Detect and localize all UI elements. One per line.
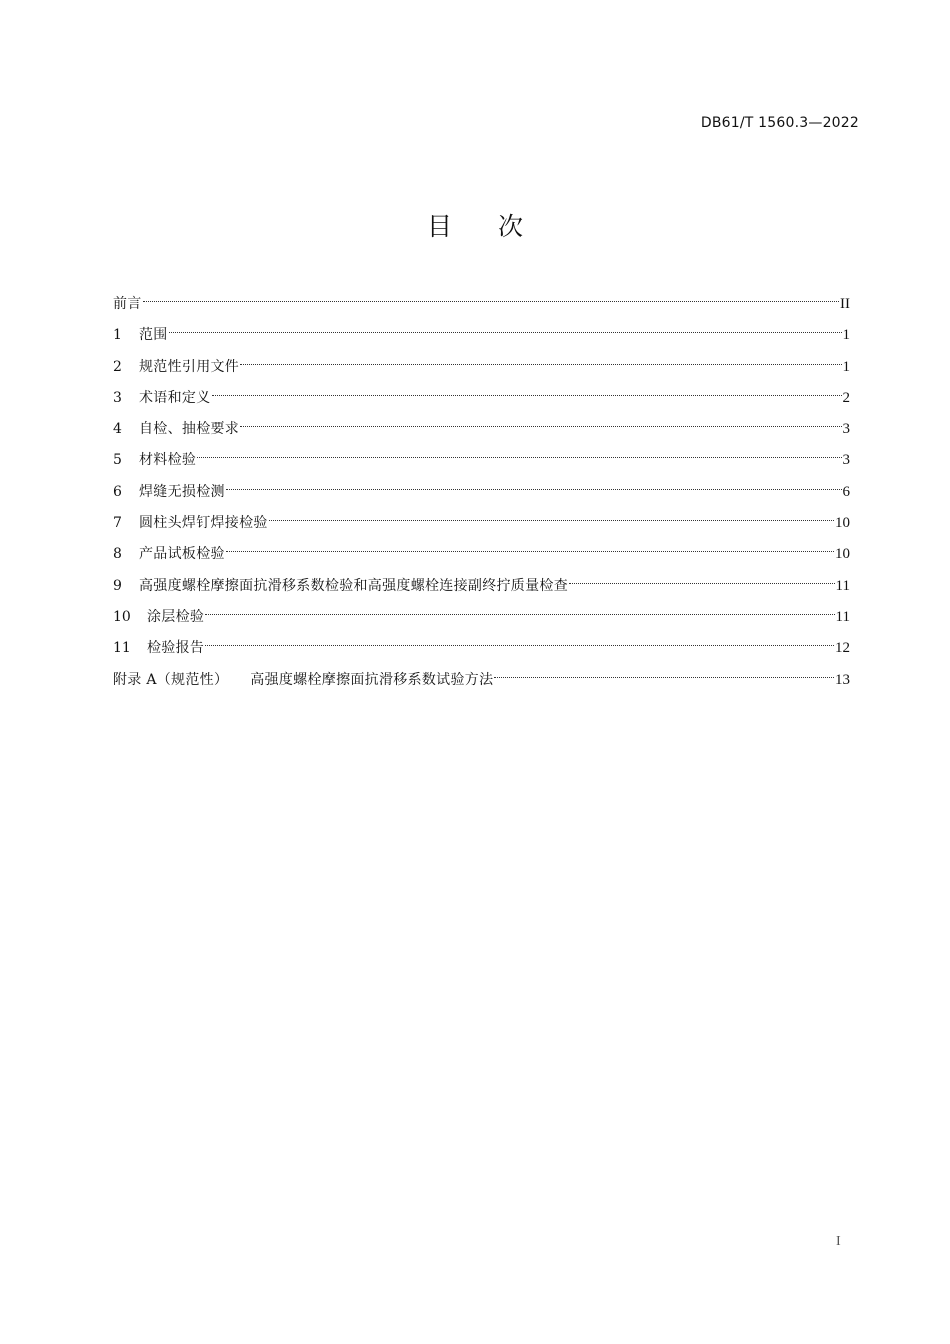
toc-entry-page: 1 xyxy=(842,327,850,344)
toc-entry-appendix-a[interactable] xyxy=(113,662,850,693)
toc-entry-6[interactable] xyxy=(113,474,850,505)
toc-entry-page: 6 xyxy=(842,483,850,500)
toc-entry-label: 自检、抽检要求 xyxy=(139,421,240,438)
dot-leader xyxy=(143,285,839,307)
toc-entry-label: 焊缝无损检测 xyxy=(139,483,225,500)
dot-leader xyxy=(205,598,834,620)
toc-entry-label xyxy=(113,669,493,691)
toc-entry-label: 前言 xyxy=(113,296,142,312)
toc-entry-10[interactable] xyxy=(113,599,850,630)
toc-title-char-2: 次 xyxy=(498,212,524,241)
toc-entry-number: 11 xyxy=(113,640,131,657)
toc-entry-page: 2 xyxy=(842,389,850,406)
dot-leader xyxy=(205,629,834,651)
toc-entry-number: 2 xyxy=(113,358,122,375)
toc-entry-number: 8 xyxy=(113,546,122,563)
toc-entry-8[interactable] xyxy=(113,536,850,567)
dot-leader xyxy=(169,316,842,338)
dot-leader xyxy=(226,535,834,557)
toc-entry-label: 高强度螺栓摩擦面抗滑移系数检验和高强度螺栓连接副终拧质量检查 xyxy=(139,577,568,594)
toc-entry-label: 圆柱头焊钉焊接检验 xyxy=(139,515,268,532)
toc-entry-page: 12 xyxy=(835,640,850,657)
dot-leader xyxy=(569,567,835,589)
toc-entry-number: 3 xyxy=(113,389,122,406)
toc-entry-4[interactable] xyxy=(113,411,850,442)
toc-entry-11[interactable] xyxy=(113,630,850,661)
toc-entry-label: 涂层检验 xyxy=(147,608,205,625)
toc-title-char-1: 目 xyxy=(426,212,452,241)
toc-entry-number: 9 xyxy=(113,577,122,594)
toc-entry-2[interactable] xyxy=(113,349,850,380)
toc-entry-label: 范围 xyxy=(139,327,168,344)
toc-entry-7[interactable] xyxy=(113,505,850,536)
toc-entry-page: II xyxy=(840,296,850,312)
toc-entry-page: 13 xyxy=(835,671,850,688)
toc-entry-label: 术语和定义 xyxy=(139,389,211,406)
toc-entry-9[interactable] xyxy=(113,568,850,599)
dot-leader xyxy=(269,504,834,526)
dot-leader xyxy=(240,410,841,432)
appendix-title: 高强度螺栓摩擦面抗滑移系数试验方法 xyxy=(250,671,494,688)
toc-entry-label: 规范性引用文件 xyxy=(139,358,240,375)
standard-number-header: DB61/T 1560.3—2022 xyxy=(700,115,859,131)
toc-entry-page: 3 xyxy=(842,452,850,469)
table-of-contents xyxy=(113,286,850,693)
toc-entry-3[interactable] xyxy=(113,380,850,411)
toc-entry-page: 10 xyxy=(835,546,850,563)
toc-title xyxy=(0,207,950,243)
toc-entry-page: 10 xyxy=(835,515,850,532)
toc-entry-label: 材料检验 xyxy=(139,452,197,469)
toc-entry-1[interactable] xyxy=(113,317,850,348)
toc-entry-page: 11 xyxy=(835,577,850,594)
toc-entry-number: 4 xyxy=(113,421,122,438)
toc-entry-number: 6 xyxy=(113,483,122,500)
toc-entry-number: 10 xyxy=(113,608,131,625)
toc-entry-page: 11 xyxy=(835,608,850,625)
dot-leader xyxy=(212,379,842,401)
page-number-footer: I xyxy=(836,1234,841,1249)
toc-entry-label: 产品试板检验 xyxy=(139,546,225,563)
toc-entry-number: 7 xyxy=(113,515,122,532)
dot-leader xyxy=(197,441,841,463)
appendix-designation: 附录 A（规范性） xyxy=(113,671,229,688)
dot-leader xyxy=(226,473,842,495)
toc-entry-5[interactable] xyxy=(113,442,850,473)
dot-leader xyxy=(494,661,834,683)
toc-entry-number: 5 xyxy=(113,452,122,469)
toc-entry-number: 1 xyxy=(113,327,122,344)
toc-entry-page: 3 xyxy=(842,421,850,438)
toc-entry-label: 检验报告 xyxy=(147,640,205,657)
toc-entry-foreword[interactable] xyxy=(113,286,850,317)
dot-leader xyxy=(240,348,841,370)
toc-entry-page: 1 xyxy=(842,358,850,375)
